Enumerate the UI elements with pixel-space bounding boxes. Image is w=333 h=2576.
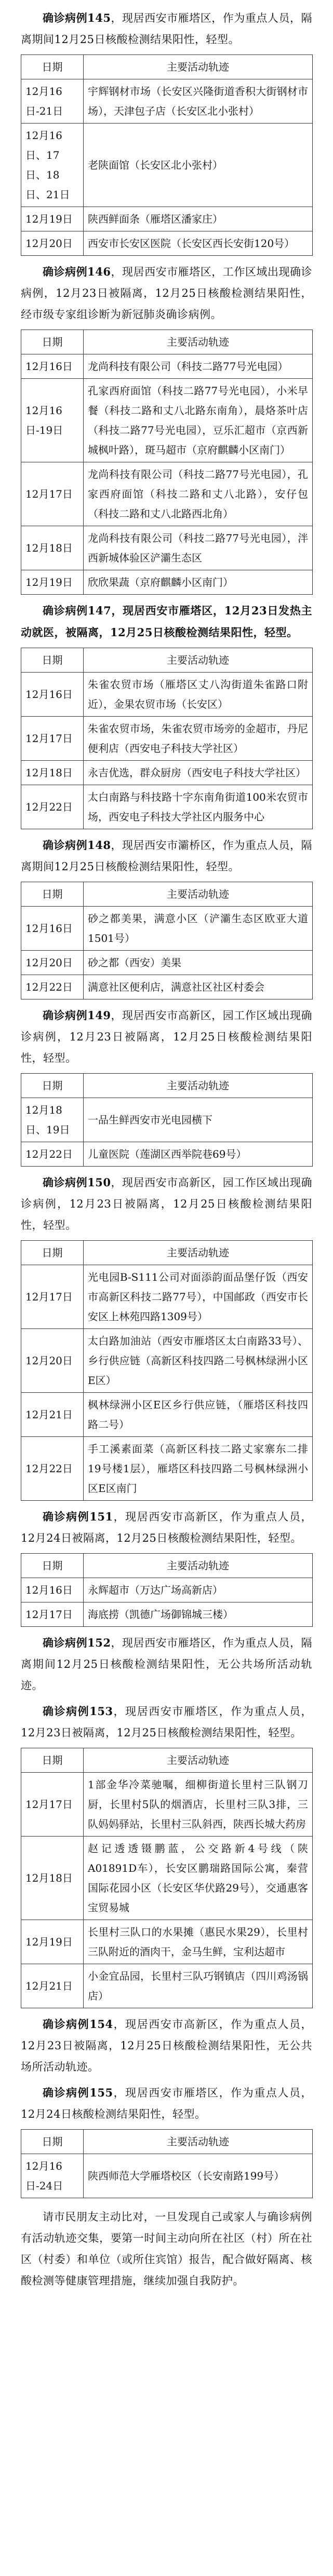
- column-header-date: 日期: [21, 1241, 84, 1265]
- case-label: 确诊病例151: [43, 1510, 113, 1523]
- table-row: [21, 354, 313, 379]
- case-paragraph: [21, 834, 312, 878]
- case-paragraph: [21, 2082, 312, 2125]
- case-label: 确诊病例146: [43, 265, 111, 278]
- column-header-date: 日期: [21, 648, 84, 673]
- date-cell: 12月16日: [21, 1578, 84, 1602]
- case-description: ，现居西安市雁塔区，作为重点人员，隔离期间12月25日核酸检测结果阳性，轻型。: [21, 12, 313, 46]
- track-cell: 砂之都美果，满意小区（浐灞生态区欧亚大道1501号）: [84, 907, 313, 951]
- table-row: [21, 785, 313, 829]
- table-header-row: [21, 1748, 313, 1773]
- table-row: [21, 673, 313, 717]
- column-header-track: 主要活动轨迹: [84, 1748, 313, 1773]
- column-header-date: 日期: [21, 1748, 84, 1773]
- track-cell: 西安市长安区医院（长安区西长安街120号）: [84, 231, 313, 256]
- date-cell: 12月16日: [21, 354, 84, 379]
- date-cell: 12月17日: [21, 1773, 84, 1837]
- trajectory-table: [21, 2129, 313, 2198]
- track-cell: 陕西鲜面条（雁塔区潘家庄）: [84, 207, 313, 231]
- date-cell: 12月16日: [21, 673, 84, 717]
- trajectory-table: [21, 882, 313, 999]
- case-label: 确诊病例145: [43, 11, 111, 24]
- track-cell: 孔家西府面馆（科技二路77号光电园），小米早餐（科技二路和丈八北路东南角），晨烙茶叶店（科技二路77号光电园），豆乐汇超市（京西新城枫叶路），斑马超市（京府麒麟小区南门）: [84, 379, 313, 462]
- case-label: 确诊病例155: [43, 2086, 113, 2099]
- case-paragraph: [21, 1632, 312, 1696]
- case-description: ，现居西安市雁塔区，作为重点人员，12月24日核酸检测结果阳性，轻型。: [21, 2087, 312, 2120]
- date-cell: 12月22日: [21, 785, 84, 829]
- track-cell: 海底捞（凯德广场御锦城三楼）: [84, 1602, 313, 1627]
- date-cell: 12月20日: [21, 231, 84, 256]
- case-description: ，现居西安市灞桥区，作为重点人员，隔离期间12月25日核酸检测结果阳性，轻型。: [21, 839, 313, 873]
- track-cell: 朱雀农贸市场（雁塔区丈八沟街道朱雀路口附近），金果农贸市场（长安区）: [84, 673, 313, 717]
- trajectory-table: [21, 1748, 313, 2008]
- table-row: [21, 207, 313, 231]
- trajectory-table: [21, 54, 313, 256]
- table-row: [21, 1329, 313, 1393]
- track-cell: 满意社区便利店，满意社区社区村委会: [84, 975, 313, 999]
- date-cell: 12月18日: [21, 526, 84, 570]
- case-description: ，现居西安市雁塔区，作为重点人员，隔离期间12月25日核酸检测结果阳性，无公共场所活动轨迹。: [21, 1637, 313, 1692]
- track-cell: 赵记透透镊鹏蓝，公交路新4号线（陕A01891D车），长安区鹏瑞路国际公寓，秦营国际花园小区（长安区华伏路29号），交通惠客宝贸易城: [84, 1837, 313, 1920]
- table-row: [21, 526, 313, 570]
- table-header-row: [21, 1241, 313, 1265]
- table-header-row: [21, 2130, 313, 2154]
- column-header-track: 主要活动轨迹: [84, 330, 313, 354]
- column-header-track: 主要活动轨迹: [84, 1554, 313, 1578]
- table-row: [21, 1142, 313, 1167]
- column-header-date: 日期: [21, 882, 84, 907]
- track-cell: 太白路加油站（西安市雁塔区太白南路33号）、乡行供应链（高新区科技四路二号枫林绿洲小区E区）: [84, 1329, 313, 1393]
- case-label: 确诊病例153: [43, 1705, 113, 1718]
- trajectory-table: [21, 1553, 313, 1627]
- case-label: 确诊病例149: [43, 1009, 111, 1022]
- table-row: [21, 1602, 313, 1627]
- table-row: [21, 907, 313, 951]
- table-row: [21, 124, 313, 207]
- track-cell: 朱雀农贸市场，朱雀农贸市场旁的金超市，丹尼便利店（西安电子科技大学社区）: [84, 717, 313, 761]
- table-row: [21, 570, 313, 595]
- table-row: [21, 717, 313, 761]
- case-description: ，现居西安市雁塔区，12月23日发热主动就医，被隔离，12月25日核酸检测结果阳性，轻型。: [21, 604, 312, 639]
- date-cell: 12月22日: [21, 1437, 84, 1501]
- case-description: ，现居西安市雁塔区，作为重点人员，12月23日被隔离，12月25日核酸检测结果阳性，轻型。: [21, 1705, 312, 1739]
- table-header-row: [21, 1074, 313, 1098]
- track-cell: 一品生鲜西安市光电园横下: [84, 1098, 313, 1142]
- column-header-track: 主要活动轨迹: [84, 882, 313, 907]
- column-header-track: 主要活动轨迹: [84, 55, 313, 79]
- table-row: [21, 975, 313, 999]
- column-header-track: 主要活动轨迹: [84, 648, 313, 673]
- date-cell: 12月17日: [21, 1265, 84, 1329]
- table-row: [21, 1098, 313, 1142]
- table-row: [21, 462, 313, 526]
- column-header-date: 日期: [21, 330, 84, 354]
- table-header-row: [21, 55, 313, 79]
- trajectory-table: [21, 330, 313, 595]
- case-paragraph: [21, 1506, 312, 1549]
- column-header-date: 日期: [21, 2130, 84, 2154]
- column-header-track: 主要活动轨迹: [84, 1241, 313, 1265]
- track-cell: 宇辉钢材市场（长安区兴隆街道香积大街钢材市场），天津包子店（长安区北小张村）: [84, 79, 313, 124]
- track-cell: 永辉超市（万达广场高新店）: [84, 1578, 313, 1602]
- track-cell: 永吉优选，群众厨房（西安电子科技大学社区）: [84, 761, 313, 785]
- table-row: [21, 1920, 313, 1964]
- case-paragraph: [21, 1172, 312, 1236]
- track-cell: 龙尚科技有限公司（科技二路77号光电园），泮西新城体验区浐灞生态区: [84, 526, 313, 570]
- case-paragraph: [21, 2013, 312, 2078]
- table-row: [21, 1437, 313, 1501]
- table-header-row: [21, 648, 313, 673]
- table-header-row: [21, 882, 313, 907]
- date-cell: 12月16日: [21, 907, 84, 951]
- table-row: [21, 951, 313, 975]
- date-cell: 12月17日: [21, 462, 84, 526]
- date-cell: 12月18日、19日: [21, 1098, 84, 1142]
- trajectory-table: [21, 648, 313, 829]
- table-row: [21, 1837, 313, 1920]
- table-row: [21, 1964, 313, 2008]
- table-row: [21, 79, 313, 124]
- track-cell: 手工溪素面菜（高新区科技二路丈家寨东二排19号楼1层），雁塔区科技四路二号枫林绿洲小区E区南门: [84, 1437, 313, 1501]
- case-label: 确诊病例152: [43, 1636, 111, 1649]
- date-cell: 12月16日-21日: [21, 79, 84, 124]
- table-row: [21, 379, 313, 462]
- case-label: 确诊病例150: [43, 1176, 111, 1189]
- track-cell: 1部金华冷菜驰嘱，细柳街道长里村三队钢刀厨，长里村5队的烟酒店，长里村三队3排，三队妈妈驿站，长里村三队斜西，陕西长城大药房: [84, 1773, 313, 1837]
- column-header-date: 日期: [21, 55, 84, 79]
- date-cell: 12月22日: [21, 1142, 84, 1167]
- table-row: [21, 1393, 313, 1437]
- trajectory-table: [21, 1240, 313, 1501]
- case-paragraph: [21, 261, 312, 325]
- table-row: [21, 1773, 313, 1837]
- table-row: [21, 761, 313, 785]
- date-cell: 12月18日: [21, 1837, 84, 1920]
- case-label: 确诊病例147: [43, 604, 112, 617]
- table-row: [21, 2154, 313, 2198]
- case-label: 确诊病例148: [43, 839, 111, 852]
- track-cell: 龙尚科技有限公司（科技二路77号光电园），孔家西府面馆（科技二路和丈八北路），安仔包（科技二路和丈八北路西北角）: [84, 462, 313, 526]
- track-cell: 儿童医院（莲湖区西举院巷69号）: [84, 1142, 313, 1167]
- track-cell: 陕西师范大学雁塔校区（长安南路199号）: [84, 2154, 313, 2198]
- case-paragraph: [21, 7, 312, 50]
- trajectory-table: [21, 1073, 313, 1167]
- date-cell: 12月20日: [21, 951, 84, 975]
- track-cell: 砂之都（西安）美果: [84, 951, 313, 975]
- date-cell: 12月19日: [21, 570, 84, 595]
- track-cell: 枫林绿洲小区E区乡行供应链，（雁塔区科技四路二号）: [84, 1393, 313, 1437]
- table-row: [21, 1265, 313, 1329]
- date-cell: 12月17日: [21, 1602, 84, 1627]
- track-cell: 欣欣果蔬（京府麒麟小区南门）: [84, 570, 313, 595]
- column-header-track: 主要活动轨迹: [84, 1074, 313, 1098]
- case-description: ，现居西安市高新区，园工作区域出现确诊病例，12月23日被隔离，12月25日核酸检测结果阳性，轻型。: [21, 1176, 313, 1231]
- track-cell: 老陕面馆（长安区北小张村）: [84, 124, 313, 207]
- column-header-date: 日期: [21, 1074, 84, 1098]
- case-paragraph: [21, 1005, 312, 1069]
- case-label: 确诊病例154: [43, 2018, 113, 2031]
- track-cell: 太白南路与科技路十字东南角街道100米农贸市场，西安电子科技大学社区内服务中心: [84, 785, 313, 829]
- date-cell: 12月20日: [21, 1329, 84, 1393]
- table-row: [21, 1578, 313, 1602]
- track-cell: 龙尚科技有限公司（科技二路77号光电园）: [84, 354, 313, 379]
- case-paragraph: [21, 600, 312, 643]
- table-header-row: [21, 330, 313, 354]
- table-header-row: [21, 1554, 313, 1578]
- footer-notice: 请市民朋友主动比对，一旦发现自己或家人与确诊病例有活动轨迹交集，要第一时间主动向所在社区（村）所在社区（村委）和单位（或所住宾馆）报告，配合做好隔离、核酸检测等健康管理措施，继续加强自我防护。: [21, 2211, 312, 2287]
- date-cell: 12月19日: [21, 207, 84, 231]
- track-cell: 光电园B-S111公司对面添韵面品堡仔饭（西安市高新区科技二路77号），中国邮政（西安市长安区上林苑四路1309号）: [84, 1265, 313, 1329]
- date-cell: 12月21日: [21, 1964, 84, 2008]
- date-cell: 12月22日: [21, 975, 84, 999]
- table-row: [21, 231, 313, 256]
- column-header-date: 日期: [21, 1554, 84, 1578]
- date-cell: 12月17日: [21, 717, 84, 761]
- date-cell: 12月16日、17日、18日、21日: [21, 124, 84, 207]
- date-cell: 12月21日: [21, 1393, 84, 1437]
- case-paragraph: [21, 1701, 312, 1744]
- track-cell: 长里村三队口的水果摊（惠民水果29），长里村三队附近的酒肉干，金马生鲜，宝利达超市: [84, 1920, 313, 1964]
- date-cell: 12月18日: [21, 761, 84, 785]
- case-description: ，现居西安市雁塔区，工作区域出现确诊病例，12月23日被隔离，12月25日核酸检测结果阳性，经市级专家组诊断为新冠肺炎确诊病例。: [21, 266, 313, 321]
- case-description: ，现居西安市高新区，作为重点人员，12月24日被隔离，12月25日核酸检测结果阳性，轻型。: [21, 1511, 312, 1544]
- date-cell: 12月16日-24日: [21, 2154, 84, 2198]
- date-cell: 12月19日: [21, 1920, 84, 1964]
- column-header-track: 主要活动轨迹: [84, 2130, 313, 2154]
- date-cell: 12月16日-19日: [21, 379, 84, 462]
- case-description: ，现居西安市高新区，园工作区域出现确诊病例，12月23日被隔离，12月25日核酸检测结果阳性，轻型。: [21, 1009, 313, 1064]
- track-cell: 小金宜品园，长里村三队巧钢镇店（四川鸡汤锅店）: [84, 1964, 313, 2008]
- case-description: ，现居西安市高新区，作为重点人员，12月23日被隔离，12月25日核酸检测结果阳性，无公共场所活动轨迹。: [21, 2018, 312, 2073]
